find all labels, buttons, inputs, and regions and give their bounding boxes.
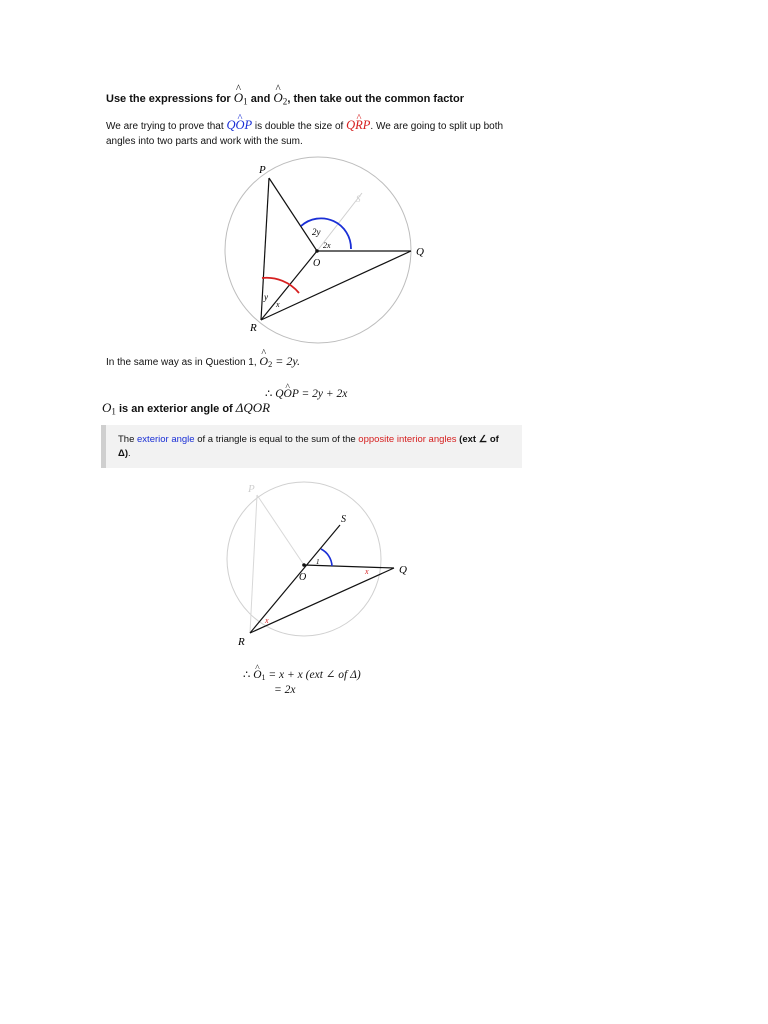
theorem-note-text: The exterior angle of a triangle is equal to the sum of the opposite interior angles (ext ∠ of Δ).: [118, 434, 499, 459]
label-x: x: [276, 300, 280, 309]
intro-lead: We are trying to prove that: [106, 121, 224, 132]
label-x-at-r: x: [265, 616, 269, 625]
same-way-sentence: [106, 354, 300, 369]
angle-qop: Q^ OP: [226, 118, 252, 132]
heading1-prefix: Use the expressions for: [106, 93, 231, 105]
angle-qrp: Q^ RP: [346, 118, 370, 132]
section-heading-1: [106, 90, 464, 106]
circle-diagram-2: [212, 478, 422, 648]
term-opposite-interior-angles: opposite interior angles: [358, 434, 457, 445]
label-r: R: [238, 636, 245, 648]
same-way-lead: In the same way as in Question 1,: [106, 357, 257, 368]
equation-o1-line1: ∴ ^ $O_1 = x + x$ (ext ∠ of Δ): [243, 667, 361, 682]
blue-exterior-arc: [321, 549, 332, 566]
label-o: O: [299, 572, 307, 583]
label-x-at-q: x: [365, 567, 369, 576]
theorem-note-box: [101, 425, 522, 468]
center-point: [315, 249, 319, 253]
intro-mid: is double the size of: [254, 121, 344, 132]
heading1-suffix: , then take out the common factor: [287, 93, 464, 105]
heading2-text: is an exterior angle of: [119, 403, 233, 415]
heading1-and: and: [250, 93, 271, 105]
label-q: Q: [416, 246, 424, 258]
label-s-faded: S: [356, 194, 361, 204]
label-y: y: [264, 292, 268, 302]
label-p-faded: P: [248, 483, 255, 495]
center-point: [302, 563, 306, 567]
line-po: [269, 178, 317, 251]
line-ro: [261, 251, 317, 320]
line-rq: [261, 251, 411, 320]
heading2-o1: $O_1$: [102, 400, 116, 417]
label-2y: 2y: [312, 227, 321, 237]
label-angle-1: 1: [316, 558, 320, 566]
label-p: P: [259, 164, 266, 176]
heading1-o1-symbol: ^ $O_1$: [234, 90, 248, 105]
label-q: Q: [399, 564, 407, 576]
label-r: R: [250, 322, 257, 334]
line-po-faded: [257, 495, 304, 565]
note-reason: (ext ∠ of Δ): [118, 434, 499, 459]
line-rs: [250, 525, 340, 633]
circle-outline-faded: [227, 482, 381, 636]
same-way-o2: ^ $O_2 = 2y$.: [259, 354, 300, 368]
label-s: S: [341, 514, 346, 525]
label-o: O: [313, 258, 321, 269]
intro-paragraph: [106, 118, 526, 149]
term-exterior-angle: exterior angle: [137, 434, 195, 445]
label-2x: 2x: [323, 241, 331, 250]
section-heading-2: [102, 400, 270, 416]
line-pr-faded: [250, 495, 257, 633]
line-rq: [250, 568, 394, 633]
equation-qop-sum: ∴ Q^ OP = 2y + 2x: [265, 386, 347, 400]
circle-diagram-1: [220, 160, 424, 340]
intro-tail: . We are going to split up both angles into two parts and work with the sum.: [106, 121, 504, 147]
heading1-o2-symbol: ^ $O_2$: [273, 90, 287, 105]
equation-o1-line2: = 2x: [274, 684, 296, 696]
heading2-triangle: ΔQOR: [235, 400, 271, 415]
